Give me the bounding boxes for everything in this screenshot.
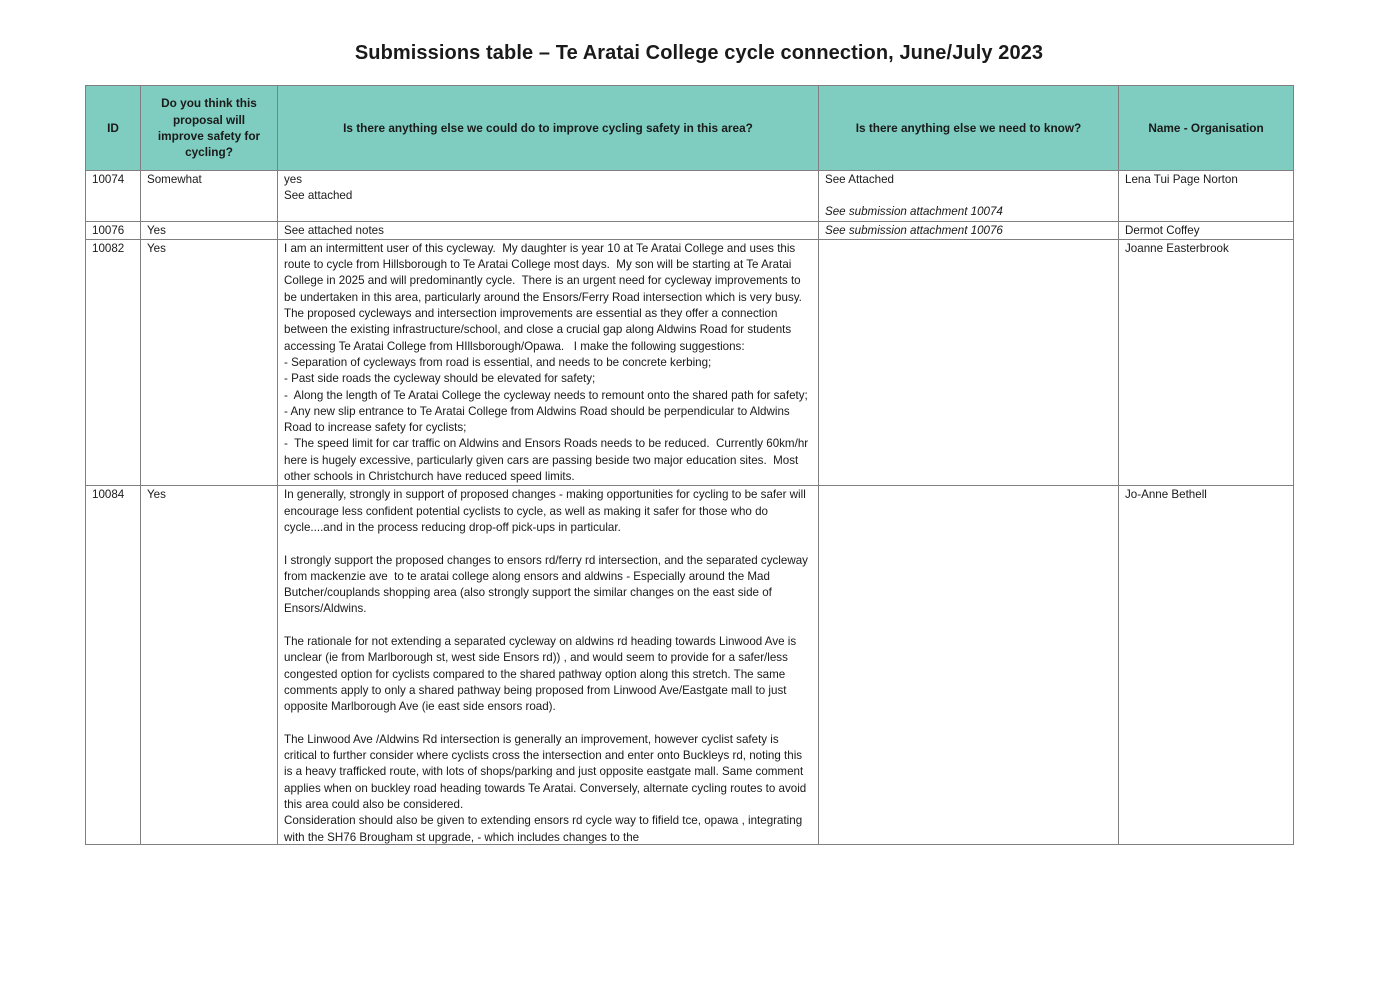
cell-id: 10076 xyxy=(86,221,141,239)
cell-know xyxy=(819,239,1119,485)
cell-safety: Yes xyxy=(141,239,278,485)
cell-know xyxy=(819,171,1119,222)
cell-safety: Somewhat xyxy=(141,171,278,222)
header-id: ID xyxy=(86,86,141,171)
cell-improve: I am an intermittent user of this cycleway. My daughter is year 10 at Te Aratai College and uses this route to cycle from Hillsborough to Te Aratai College most days. My son will be starting at Te Aratai College in 2025 and will predominantly cycle. There is an urgent need for cycleway improvements to be undertaken in this area, particularly around the Ensors/Ferry Road intersection which is very busy. The proposed cycleways and intersection improvements are essential as they offer a connection between the existing infrastructure/school, and close a crucial gap along Aldwins Road for students accessing Te Aratai College from HIllsborough/Opawa. I make the following suggestions: - Separation of cycleways from road is essential, and needs to be concrete kerbing; - Past side roads the cycleway should be elevated for safety; - Along the length of Te Aratai College the cycleway needs to remount onto the shared path for safety; - Any new slip entrance to Te Aratai College from Aldwins Road should be perpendicular to Aldwins Road to increase safety for cyclists; - The speed limit for car traffic on Aldwins and Ensors Roads needs to be reduced. Currently 60km/hr here is hugely excessive, particularly given cars are passing beside two major education sites. Most other schools in Christchurch have reduced speed limits. xyxy=(278,239,819,485)
header-safety: Do you think this proposal will improve safety for cycling? xyxy=(141,86,278,171)
page-title: Submissions table – Te Aratai College cycle connection, June/July 2023 xyxy=(354,42,1044,64)
cell-know xyxy=(819,486,1119,845)
cell-id: 10082 xyxy=(86,239,141,485)
table-header-row xyxy=(86,86,1294,171)
cell-safety: Yes xyxy=(141,221,278,239)
cell-know xyxy=(819,221,1119,239)
table-row xyxy=(86,239,1294,485)
cell-name: Joanne Easterbrook xyxy=(1119,239,1294,485)
cell-id: 10074 xyxy=(86,171,141,222)
cell-improve: yes See attached xyxy=(278,171,819,222)
cell-improve: See attached notes xyxy=(278,221,819,239)
cell-safety: Yes xyxy=(141,486,278,845)
header-improve: Is there anything else we could do to improve cycling safety in this area? xyxy=(278,86,819,171)
submissions-table xyxy=(85,85,1294,845)
improve-text: In generally, strongly in support of proposed changes - making opportunities for cycling to be safer will encourage less confident potential cyclists to cycle, as well as making it safer for those who do cycle....and in the process reducing drop-off pick-ups in particular. I strongly support the proposed changes to ensors rd/ferry rd intersection, and the separated cycleway from mackenzie ave to te aratai college along ensors and aldwins - Especially around the Mad Butcher/couplands shopping area (also strongly support the similar changes on the east side of Ensors/Aldwins. The rationale for not extending a separated cycleway on aldwins rd heading towards Linwood Ave is unclear (ie from Marlborough st, west side Ensors rd)) , and would seem to provide for a safer/less congested option for cyclists compared to the shared pathway option along this stretch. The same comments apply to only a shared pathway being proposed from Linwood Ave/Eastgate mall to just opposite Marlborough Ave (ie east side ensors road). The Linwood Ave /Aldwins Rd intersection is generally an improvement, however cyclist safety is critical to further consider where cyclists cross the intersection and enter onto Buckleys rd, noting this is a heavy trafficked route, with lots of shops/parking and just opposite eastgate mall. Same comment applies when on buckley road heading towards Te Aratai. Conversely, alternate cycling routes to avoid this area could also be considered. Consideration should also be given to extending ensors rd cycle way to fifield tce, opawa , integrating with the SH76 Brougham st upgrade, - which includes changes to the xyxy=(284,488,808,844)
cell-id: 10084 xyxy=(86,486,141,845)
table-row xyxy=(86,486,1294,845)
cell-name: Dermot Coffey xyxy=(1119,221,1294,239)
header-name: Name - Organisation xyxy=(1119,86,1294,171)
cell-name: Lena Tui Page Norton xyxy=(1119,171,1294,222)
header-know: Is there anything else we need to know? xyxy=(819,86,1119,171)
attachment-note: See submission attachment 10074 xyxy=(825,205,1003,219)
table-row xyxy=(86,221,1294,239)
table-row xyxy=(86,171,1294,222)
attachment-note: See submission attachment 10076 xyxy=(825,223,1003,237)
cell-name: Jo-Anne Bethell xyxy=(1119,486,1294,845)
cell-improve xyxy=(278,486,819,845)
know-text: See Attached xyxy=(825,173,894,186)
